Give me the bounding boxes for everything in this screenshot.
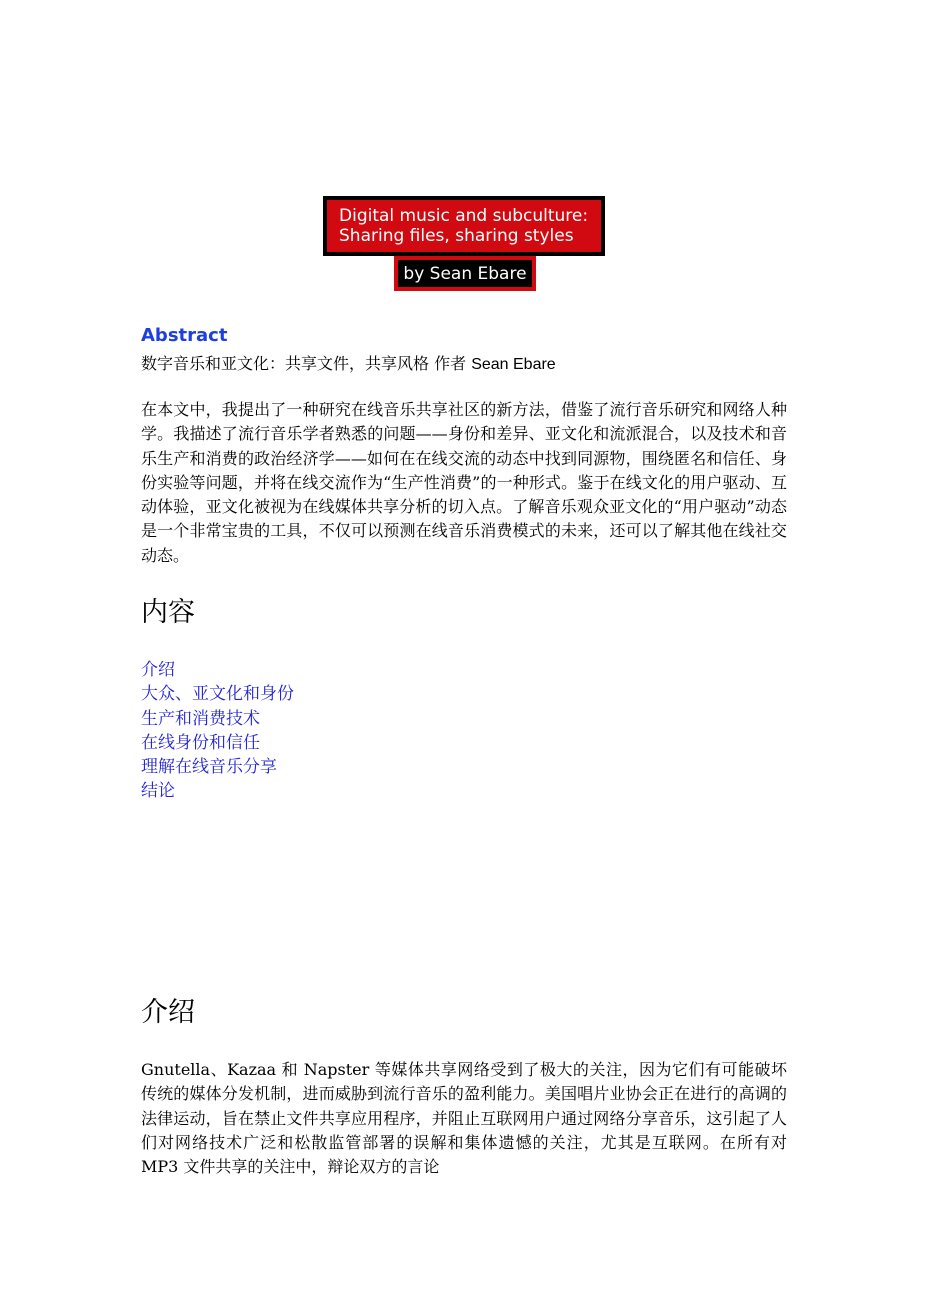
introduction-paragraph: Gnutella、Kazaa 和 Napster 等媒体共享网络受到了极大的关注，因为它们有可能破坏传统的媒体分发机制，进而威胁到流行音乐的盈利能力。美国唱片业协会正在进行的高调的法律运动，旨在禁止文件共享应用程序，并阻止互联网用户通过网络分享音乐，这引起了人们对网络技术广泛和松散监管部署的误解和集体遗憾的关注，尤其是互联网。在所有对 MP3 文件共享的关注中，辩论双方的言论 (141, 1060, 787, 1177)
article-title-line-1: Digital music and subculture: (339, 206, 589, 226)
toc-link-online-identity-trust[interactable]: 在线身份和信任 (141, 732, 260, 753)
toc-link-introduction[interactable]: 介绍 (141, 660, 175, 680)
toc-link-mass-subculture-identity[interactable]: 大众、亚文化和身份 (141, 684, 294, 705)
article-title-banner (323, 196, 605, 256)
toc-link-understanding-music-sharing[interactable]: 理解在线音乐分享 (141, 757, 277, 778)
introduction-heading: 介绍 (141, 997, 195, 1028)
abstract-paragraph: 在本文中，我提出了一种研究在线音乐共享社区的新方法，借鉴了流行音乐研究和网络人种学。我描述了流行音乐学者熟悉的问题——身份和差异、亚文化和流派混合，以及技术和音乐生产和消费的政治经济学——如何在在线交流的动态中找到同源物，围绕匿名和信任、身份实验等问题，并将在线交流作为“生产性消费”的一种形式。鉴于在线文化的用户驱动、互动体验，亚文化被视为在线媒体共享分析的切入点。了解音乐观众亚文化的“用户驱动”动态是一个非常宝贵的工具，不仅可以预测在线音乐消费模式的未来，还可以了解其他在线社交动态。 (141, 400, 787, 565)
toc-link-production-consumption-technology[interactable]: 生产和消费技术 (141, 708, 260, 729)
abstract-subtitle-text: 数字音乐和亚文化：共享文件，共享风格 作者 (141, 354, 472, 373)
table-of-contents (141, 658, 294, 804)
toc-heading: 内容 (141, 597, 195, 628)
author-banner: by Sean Ebare (394, 256, 536, 291)
abstract-subtitle (141, 352, 791, 377)
abstract-heading: Abstract (141, 325, 228, 346)
article-title-line-2: Sharing files, sharing styles (339, 226, 574, 246)
abstract-subtitle-author: Sean Ebare (471, 356, 556, 373)
toc-link-conclusion[interactable]: 结论 (141, 781, 175, 802)
